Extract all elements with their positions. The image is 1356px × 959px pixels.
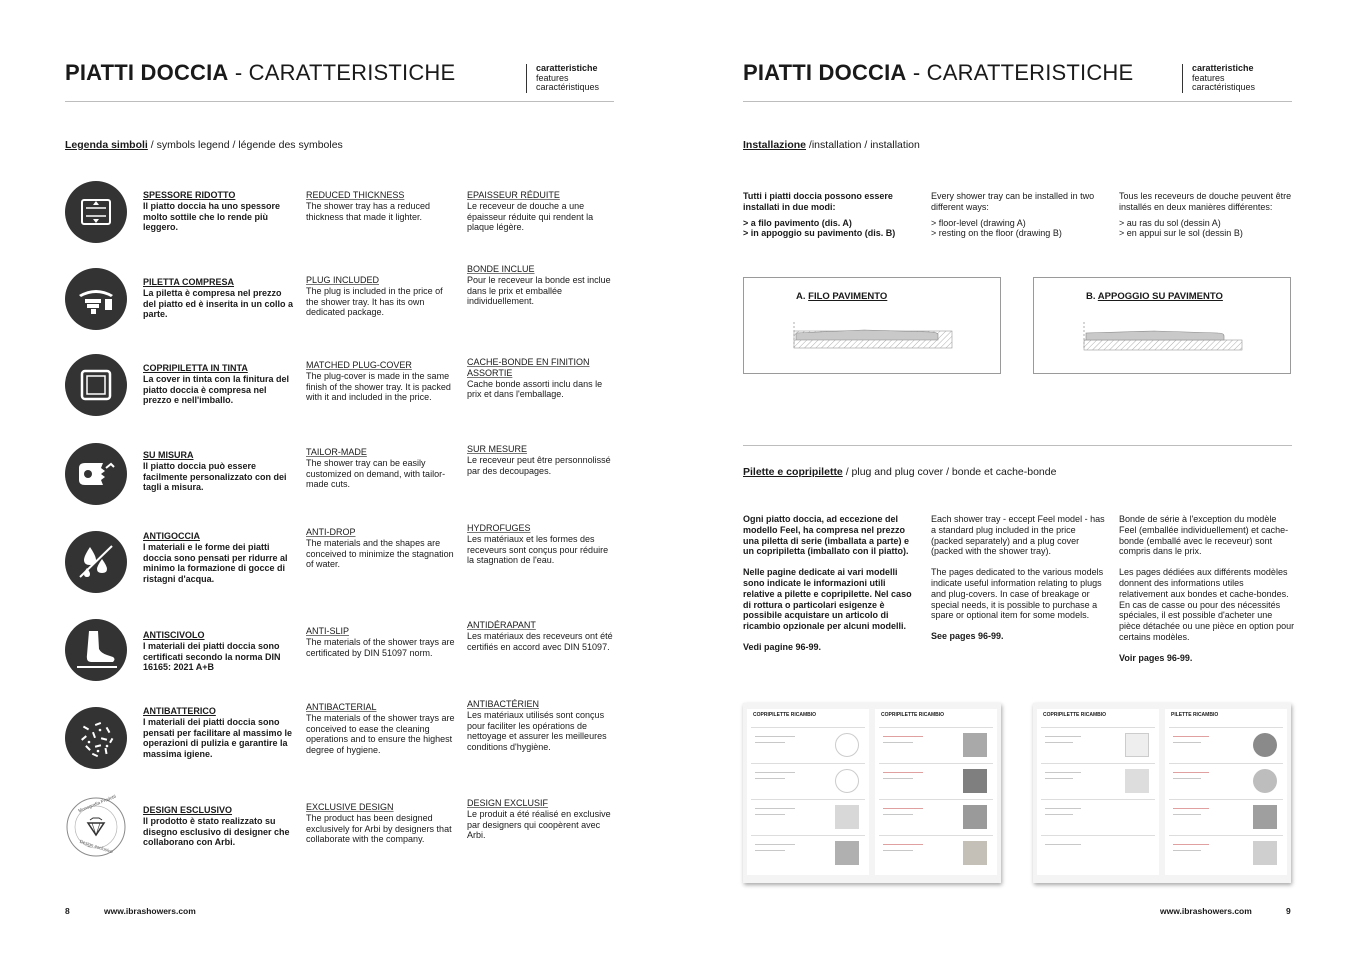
- legend-item-fr: ANTIBACTÉRIEN Les matériaux utilisés sont conçus pour faciliter les opérations de nettoyage et assurer les meilleures conditions d'hygiène.: [467, 699, 607, 753]
- right-page: [678, 0, 1356, 959]
- legend-item-it: ANTIBATTERICO I materiali dei piatti doccia sono pensati per facilitare al massimo le operazioni di pulizia e garantire la massima igiene.: [143, 706, 293, 760]
- legend-item-en: PLUG INCLUDED The plug is included in the price of the shower tray. It has its own dedicated package.: [306, 275, 443, 318]
- thumbnail-page: [875, 709, 997, 875]
- page-title: PIATTI DOCCIA - CARATTERISTICHE: [65, 60, 456, 85]
- page-subtitle: caratteristiche features caractéristiques: [526, 64, 599, 93]
- thumbnail-page: [1165, 709, 1287, 875]
- page-subtitle: caratteristiche features caractéristiques: [1182, 64, 1255, 93]
- website-link[interactable]: www.ibrashowers.com: [1160, 906, 1252, 916]
- anti-slip-foot-icon: [65, 619, 127, 681]
- legend-item-en: ANTIBACTERIAL The materials of the shower trays are conceived to ease the cleaning operations and to ensure the highest degree of hygiene.: [306, 702, 455, 756]
- thumbnail-caption: COPRIPILETTE RICAMBIO: [753, 712, 817, 718]
- website-link[interactable]: www.ibrashowers.com: [104, 906, 196, 916]
- antibacterial-icon: [65, 707, 127, 769]
- legend-item-it: ANTIGOCCIA I materiali e le forme dei piatti doccia sono pensati per ridurre al minimo la formazione di gocce di ristagni d'acqua.: [143, 531, 288, 585]
- matched-cover-icon: [65, 354, 127, 416]
- legend-item-fr: CACHE-BONDE EN FINITION ASSORTIE Cache bonde assorti inclu dans le prix et dans l'emballage.: [467, 357, 603, 400]
- badge-top-text: Monografia Prodotti: [77, 793, 117, 814]
- legend-item-en: REDUCED THICKNESS The shower tray has a reduced thickness that made it lighter.: [306, 190, 431, 222]
- legend-item-en: MATCHED PLUG-COVER The plug-cover is made in the same finish of the shower tray. It is packed with it and included in the price.: [306, 360, 451, 403]
- installation-it: Tutti i piatti doccia possono essere installati in due modi: > a filo pavimento (dis. A) > in appoggio su pavimento (dis. B): [743, 191, 896, 239]
- reduced-thickness-icon: [65, 181, 127, 243]
- catalog-thumbnail: [743, 703, 1001, 883]
- thumbnail-caption: PILETTE RICAMBIO: [1171, 712, 1219, 718]
- legend-item-fr: ANTIDÉRAPANT Les matériaux des receveurs ont été certifiés en accord avec DIN 51097.: [467, 620, 613, 652]
- legend-item-en: ANTI-DROP The materials and the shapes are conceived to minimize the stagnation of water.: [306, 527, 454, 570]
- legend-item-it: PILETTA COMPRESA La piletta è compresa nel prezzo del piatto ed è inserita in un collo a parte.: [143, 277, 294, 320]
- anti-drop-icon: [65, 531, 127, 593]
- legend-item-fr: DESIGN EXCLUSIF Le produit a été réalisé en exclusive par designers qui coopèrent avec Arbi.: [467, 798, 611, 841]
- legend-item-en: TAILOR-MADE The shower tray can be easily customized on demand, with tailor-made cuts.: [306, 447, 446, 490]
- drawing-resting-on-floor: [1033, 277, 1291, 374]
- thumbnail-caption: COPRIPILETTE RICAMBIO: [1043, 712, 1107, 718]
- tailor-made-icon: [65, 443, 127, 505]
- badge-bottom-text: Design esclusivo: [79, 838, 114, 855]
- legend-item-it: ANTISCIVOLO I materiali dei piatti doccia sono certificati secondo la norma DIN 16165: 2021 A+B: [143, 630, 281, 673]
- legend-heading: Legenda simboli / symbols legend / légende des symboles: [65, 139, 343, 151]
- legend-item-it: SPESSORE RIDOTTO Il piatto doccia ha uno spessore molto sottile che lo rende più leggero.: [143, 190, 281, 233]
- page-number: 9: [1286, 906, 1291, 916]
- thumbnail-page: [1037, 709, 1159, 875]
- legend-item-fr: BONDE INCLUE Pour le receveur la bonde est inclue dans le prix et emballée individuellement.: [467, 264, 611, 307]
- header-divider: [65, 101, 614, 102]
- plugs-heading: Pilette e copripilette / plug and plug cover / bonde et cache-bonde: [743, 466, 1057, 478]
- thumbnail-page: [747, 709, 869, 875]
- page-title: PIATTI DOCCIA - CARATTERISTICHE: [743, 60, 1134, 85]
- drawing-label: B. APPOGGIO SU PAVIMENTO: [1086, 291, 1223, 302]
- plug-included-icon: [65, 268, 127, 330]
- plugs-fr: Bonde de série à l'exception du modèle Feel (emballée individuellement) et cache-bonde (emballé avec le receveur) sont compris dans le prix. Les pages dédiées aux différents modèles donnent des informations utiles relativement aux bondes et cache-bondes. En cas de casse ou pour des nécessités spéciales, il est possible d'acheter une pièce détachée ou une pièce en option pour certains modèles. Voir pages 96-99.: [1119, 514, 1295, 663]
- legend-item-fr: HYDROFUGES Les matériaux et les formes des receveurs sont conçus pour réduire la stagnation de l'eau.: [467, 523, 609, 566]
- page-number: 8: [65, 906, 70, 916]
- legend-item-fr: SUR MESURE Le receveur peut être personnolissé par des decoupages.: [467, 444, 611, 476]
- legend-item-it: DESIGN ESCLUSIVO Il prodotto è stato realizzato su disegno esclusivo di designer che collaborano con Arbi.: [143, 805, 290, 848]
- legend-item-it: COPRIPILETTA IN TINTA La cover in tinta con la finitura del piatto doccia è compresa nel prezzo e nell'imballo.: [143, 363, 290, 406]
- legend-item-en: EXCLUSIVE DESIGN The product has been designed exclusively for Arbi by designers that collaborate with the company.: [306, 802, 452, 845]
- drawing-floor-level: [743, 277, 1001, 374]
- plugs-it: Ogni piatto doccia, ad eccezione del modello Feel, ha compresa nel prezzo una piletta di serie (imballata a parte) e un copripiletta (imballato con il piatto). Nelle pagine dedicate ai vari modelli sono indicate le informazioni utili relative a pilette e copripilette. Nel caso di rottura o particolari esigenze è possibile acquistare un articolo di ricambio opzionale per alcuni modelli. Vedi pagine 96-99.: [743, 514, 912, 652]
- drawing-label: A. FILO PAVIMENTO: [796, 291, 888, 302]
- design-exclusive-badge-icon: [65, 793, 127, 858]
- legend-item-fr: EPAISSEUR RÉDUITE Le receveur de douche a une épaisseur réduite qui rendent la plaque légère.: [467, 190, 594, 233]
- installation-fr: Tous les receveurs de douche peuvent être installés en deux manières différentes: > au ras du sol (dessin A) > en appui sur le sol (dessin B): [1119, 191, 1292, 239]
- section-divider: [743, 445, 1292, 446]
- plugs-en: Each shower tray - eccept Feel model - has a standard plug included in the price (packed separately) and a plug cover (packed with the shower tray). The pages dedicated to the various models indicate useful information relating to plugs and plug-covers. In case of breakage or special needs, it is possible to purchase a spare or optional item for some models. See pages 96-99.: [931, 514, 1105, 642]
- legend-item-it: SU MISURA Il piatto doccia può essere facilmente personalizzato con dei tagli a misura.: [143, 450, 287, 493]
- installation-heading: Installazione /installation / installation: [743, 139, 920, 151]
- legend-item-en: ANTI-SLIP The materials of the shower trays are certificated by DIN 51097 norm.: [306, 626, 455, 658]
- catalog-thumbnail: [1033, 703, 1291, 883]
- installation-en: Every shower tray can be installed in two different ways: > floor-level (drawing A) > resting on the floor (drawing B): [931, 191, 1095, 239]
- thumbnail-caption: COPRIPILETTE RICAMBIO: [881, 712, 945, 718]
- header-divider: [743, 101, 1292, 102]
